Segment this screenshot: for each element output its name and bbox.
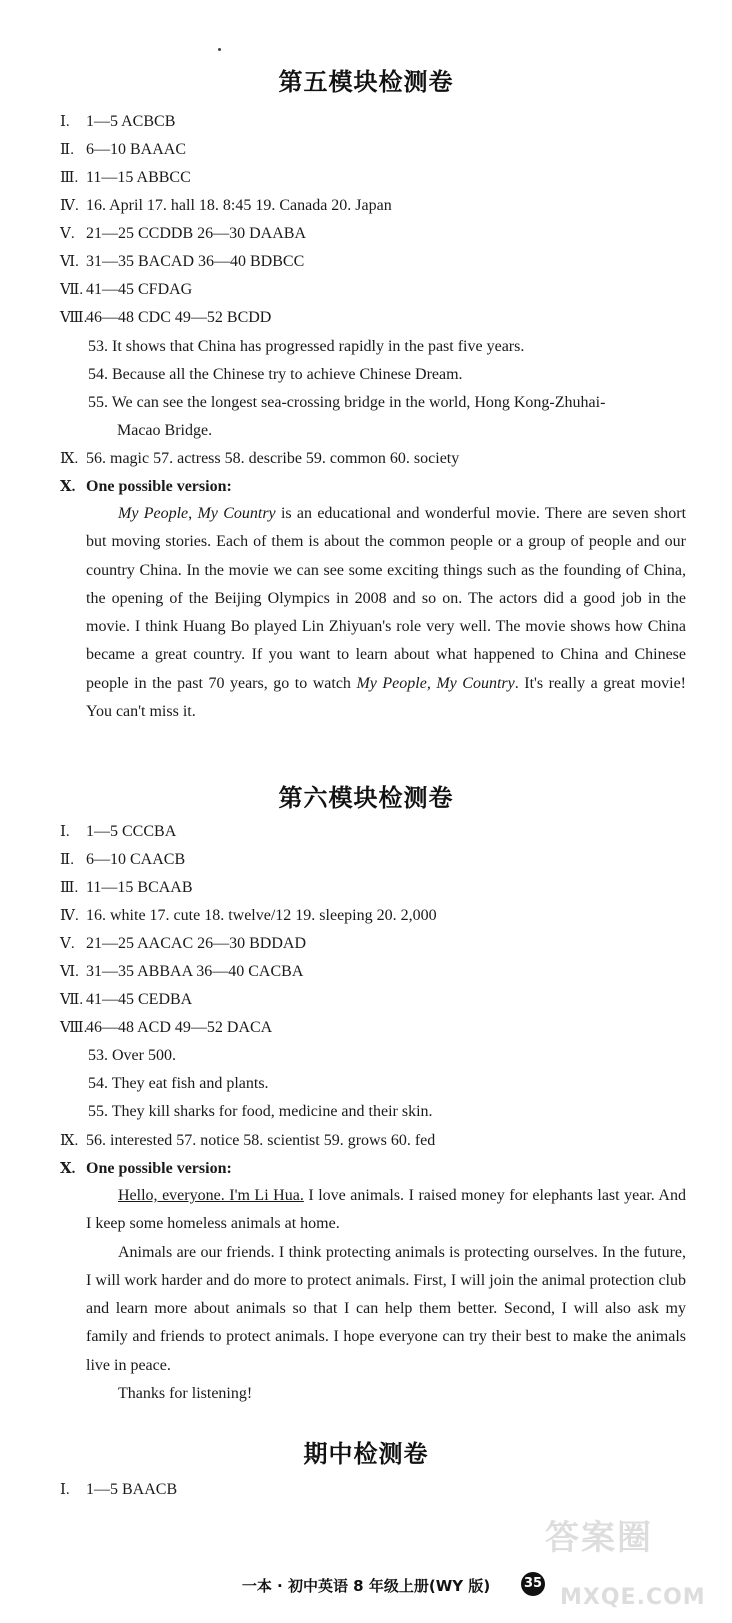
row-number: Ⅶ. [60,992,84,1008]
answer-text: 53. Over 500. [88,1047,176,1064]
row-answers: 31—35 ABBAA 36—40 CACBA [86,963,304,980]
row-answers: 1—5 BAACB [86,1481,178,1498]
movie-title: My People [118,505,189,522]
movie-title: My People, My Country [356,674,515,692]
essay-text: . It's really a great movie! You can't miss it. [86,674,687,721]
row-number: Ⅷ. [60,1020,88,1036]
row-number: Ⅳ. [60,198,79,214]
essay-paragraph: Thanks for listening! [118,1385,253,1403]
row-number: Ⅶ. [60,282,84,298]
row-number: Ⅹ. [60,1161,76,1177]
row-answers: 11—15 ABBCC [86,169,191,186]
essay-text: is an educational and wonderful movie. There are seven short but moving stories. Each of them is about the common people or a group of people and our country China. In the movie we can see some exciting things such as the founding of China, the opening of the Beijing Olympics in 2008 and so on. The actors did a good job in the movie. I think Huang Bo played Lin Zhiyuan's role very well. The movie shows how China became a great country. If you want to learn about what happened to China and Chinese people in the past 70 years, go to watch [86,505,687,692]
row-number: Ⅵ. [60,254,79,270]
watermark-logo: 答案圈 [545,1518,653,1558]
watermark-url: MXQE.COM [560,1585,706,1610]
movie-title: My Country [197,505,276,522]
essay-paragraph [86,1182,686,1239]
row-answers: 16. white 17. cute 18. twelve/12 19. sleeping 20. 2,000 [86,907,437,924]
answer-text: 55. We can see the longest sea-crossing bridge in the world, Hong Kong-Zhuhai- [88,394,606,411]
row-number: Ⅹ. [60,479,76,495]
row-answers: 41—45 CEDBA [86,991,193,1008]
row-number: Ⅰ. [60,824,70,840]
row-answers: 21—25 CCDDB 26—30 DAABA [86,225,307,242]
row-answers: 11—15 BCAAB [86,879,193,896]
row-answers: 46—48 CDC 49—52 BCDD [86,309,272,326]
essay-comma: , [188,505,198,522]
row-number: Ⅴ. [60,226,75,242]
greeting-underlined: Hello, everyone. I'm Li Hua. [118,1187,304,1204]
essay-text: I love animals. I raised money for elephants last year. And I keep some homeless animals at home. [86,1187,686,1233]
row-answers: 21—25 AACAC 26—30 BDDAD [86,935,307,952]
row-number: Ⅵ. [60,964,79,980]
section-6-title: 第六模块检测卷 [278,784,454,812]
section-5-title: 第五模块检测卷 [278,68,454,96]
row-number: Ⅱ. [60,852,74,868]
s5-essay [86,500,686,726]
page-footer: 一本 · 初中英语 8 年级上册(WY 版) [241,1577,491,1595]
row-heading: One possible version: [86,1160,232,1177]
row-number: Ⅲ. [60,880,79,896]
row-number: Ⅰ. [60,1482,70,1498]
row-answers: 41—45 CFDAG [86,281,193,298]
answer-text: 54. They eat fish and plants. [88,1075,269,1092]
row-number: Ⅱ. [60,142,74,158]
essay-paragraph [86,500,686,726]
row-answers: 31—35 BACAD 36—40 BDBCC [86,253,305,270]
answer-text: Macao Bridge. [117,422,213,439]
row-number: Ⅲ. [60,170,79,186]
row-answers: 16. April 17. hall 18. 8:45 19. Canada 20. Japan [86,197,392,214]
row-heading: One possible version: [86,478,232,495]
s6-essay [86,1182,686,1408]
row-number: Ⅴ. [60,936,75,952]
row-number: Ⅸ. [60,1133,79,1149]
essay-paragraph: Animals are our friends. I think protecting animals is protecting ourselves. In the future, I will work harder and do more to protect animals. First, I will join the animal protection club and learn more about animals so that I can help them better. Second, I will also ask my family and friends to protect animals. I hope everyone can try their best to make the animals live in peace. [86,1243,686,1374]
row-answers: 1—5 ACBCB [86,113,176,130]
row-answers: 6—10 CAACB [86,851,186,868]
row-answers: 6—10 BAAAC [86,141,187,158]
row-answers: 56. interested 57. notice 58. scientist 59. grows 60. fed [86,1132,436,1149]
answer-text: 55. They kill sharks for food, medicine and their skin. [88,1103,433,1120]
row-answers: 46—48 ACD 49—52 DACA [86,1019,273,1036]
row-answers: 1—5 CCCBA [86,823,177,840]
scan-speck [218,48,221,51]
row-number: Ⅷ. [60,310,88,326]
row-number: Ⅸ. [60,451,79,467]
midterm-title: 期中检测卷 [303,1440,429,1468]
row-number: Ⅰ. [60,114,70,130]
page-number-badge: 35 [521,1572,545,1596]
answer-text: 53. It shows that China has progressed rapidly in the past five years. [88,338,525,355]
row-answers: 56. magic 57. actress 58. describe 59. common 60. society [86,450,460,467]
row-number: Ⅳ. [60,908,79,924]
answer-text: 54. Because all the Chinese try to achieve Chinese Dream. [88,366,463,383]
